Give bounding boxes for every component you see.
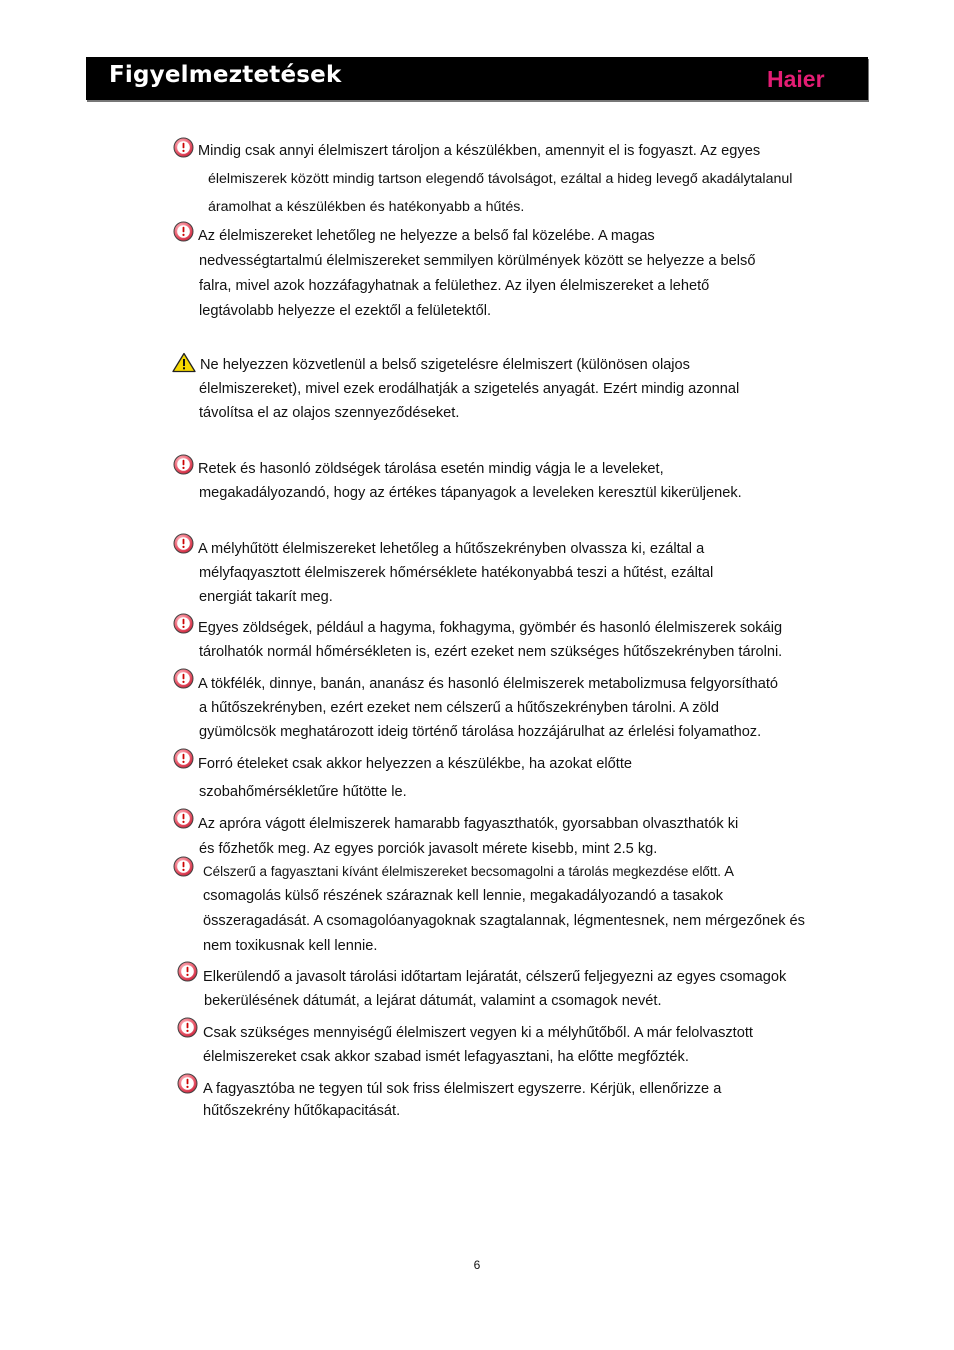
warning-text-line: falra, mivel azok hozzáfagyhatnak a felülethez. Az ilyen élelmiszereket a lehető — [199, 278, 710, 294]
warning-text-line: Forró ételeket csak akkor helyezzen a készülékbe, ha azokat előtte — [198, 756, 632, 772]
warning-text-rest: A — [721, 864, 735, 880]
warning-text-line: Elkerülendő a javasolt tárolási időtartam lejáratát, célszerű feljegyezni az egyes csomagok — [203, 969, 787, 985]
haier-logo — [767, 68, 841, 90]
warning-text-line: a hűtőszekrényben, ezért ezeket nem célszerű a hűtőszekrényben tárolni. A zöld — [199, 700, 720, 716]
warning-text-line: megakadályozandó, hogy az értékes tápanyagok a leveleken keresztül kikerüljenek. — [199, 485, 742, 501]
warning-circle-icon — [173, 221, 194, 242]
warning-text-line: A mélyhűtött élelmiszereket lehetőleg a hűtőszekrényben olvassza ki, ezáltal a — [198, 541, 705, 557]
warning-text-line: Mindig csak annyi élelmiszert tároljon a készülékben, amennyit el is fogyaszt. Az egyes — [198, 143, 761, 159]
warning-text-line: Ne helyezzen közvetlenül a belső szigetelésre élelmiszert (különösen olajos — [200, 357, 690, 373]
warning-text-line: mélyfaqyasztott élelmiszerek hőmérséklete hatékonyabbá teszi a hűtést, ezáltal — [199, 565, 714, 581]
warning-text-line: nem toxikusnak kell lennie. — [203, 938, 378, 954]
warning-circle-icon — [177, 1073, 198, 1094]
warning-text-small: Célszerű a fagyasztani kívánt élelmiszereket becsomagolni a tárolás megkezdése előtt. — [203, 864, 722, 879]
warning-text-line: csomagolás külső részének száraznak kell lennie, megakadályozandó a tasakok — [203, 888, 723, 904]
warning-text-line: Az élelmiszereket lehetőleg ne helyezze a belső fal közelébe. A magas — [198, 228, 655, 244]
warning-text-line: összeragadását. A csomagolóanyagoknak szagtalannak, légmentesnek, nem mérgezőnek és — [203, 913, 805, 929]
warning-text-line: legtávolabb helyezze el ezektől a felületektől. — [199, 303, 492, 319]
warning-text-line: és főzhetők meg. Az egyes porciók javasolt mérete kisebb, mint 2.5 kg. — [199, 841, 658, 857]
page-header — [86, 57, 868, 100]
warning-text-line: tárolhatók normál hőmérsékleten is, ezért ezeket nem szükséges hűtőszekrényben tárolni. — [199, 644, 783, 660]
warning-text-line: szobahőmérsékletűre hűtötte le. — [199, 784, 407, 800]
caution-triangle-icon — [172, 352, 193, 373]
warning-circle-icon — [173, 856, 194, 877]
warning-text-line: élelmiszereket csak akkor szabad ismét lefagyasztani, ha előtte megfőzték. — [203, 1049, 689, 1065]
warning-circle-icon — [173, 137, 194, 158]
warning-text-line: A fagyasztóba ne tegyen túl sok friss élelmiszert egyszerre. Kérjük, ellenőrizze a — [203, 1081, 722, 1097]
svg-text:Haier: Haier — [767, 68, 825, 90]
warning-circle-icon — [173, 613, 194, 634]
warning-text-line: élelmiszereket), mivel ezek erodálhatják a szigetelés anyagát. Ezért mindig azonnal — [199, 381, 740, 397]
warning-text-line: Az apróra vágott élelmiszerek hamarabb fagyaszthatók, gyorsabban olvaszthatók ki — [198, 816, 739, 832]
warning-text-line: hűtőszekrény hűtőkapacitását. — [203, 1103, 401, 1119]
warning-text-line: energiát takarít meg. — [199, 589, 333, 605]
page-number: 6 — [473, 1258, 481, 1272]
warning-text-line: Retek és hasonló zöldségek tárolása esetén mindig vágja le a leveleket, — [198, 461, 664, 477]
warning-circle-icon — [173, 808, 194, 829]
warning-text-line: A tökfélék, dinnye, banán, ananász és hasonló élelmiszerek metabolizmusa felgyorsítható — [198, 676, 779, 692]
warning-text-line: áramolhat a készülékben és hatékonyabb a hűtés. — [208, 199, 525, 215]
warning-text-line: Csak szükséges mennyiségű élelmiszert vegyen ki a mélyhűtőből. A már felolvasztott — [203, 1025, 753, 1041]
warning-text-line: nedvességtartalmú élelmiszereket semmilyen körülmények között se helyezze a belső — [199, 253, 756, 269]
warning-circle-icon — [177, 1017, 198, 1038]
warning-circle-icon — [173, 533, 194, 554]
warning-circle-icon — [173, 748, 194, 769]
page-title: Figyelmeztetések — [109, 62, 342, 88]
warning-text-line: gyümölcsök meghatározott ideig történő tárolása hozzájárulhat az érlelési folyamathoz. — [199, 724, 762, 740]
warning-circle-icon — [173, 668, 194, 689]
warning-text-line: Egyes zöldségek, például a hagyma, fokhagyma, gyömbér és hasonló élelmiszerek sokáig — [198, 620, 783, 636]
warning-text-line — [203, 859, 734, 885]
warning-text-line: élelmiszerek között mindig tartson elegendő távolságot, ezáltal a hideg levegő akadálytalanul — [208, 171, 793, 187]
warning-text-line: bekerülésének dátumát, a lejárat dátumát, valamint a csomagok nevét. — [204, 993, 662, 1009]
warning-circle-icon — [177, 961, 198, 982]
warning-text-line: távolítsa el az olajos szennyeződéseket. — [199, 405, 460, 421]
warning-circle-icon — [173, 454, 194, 475]
